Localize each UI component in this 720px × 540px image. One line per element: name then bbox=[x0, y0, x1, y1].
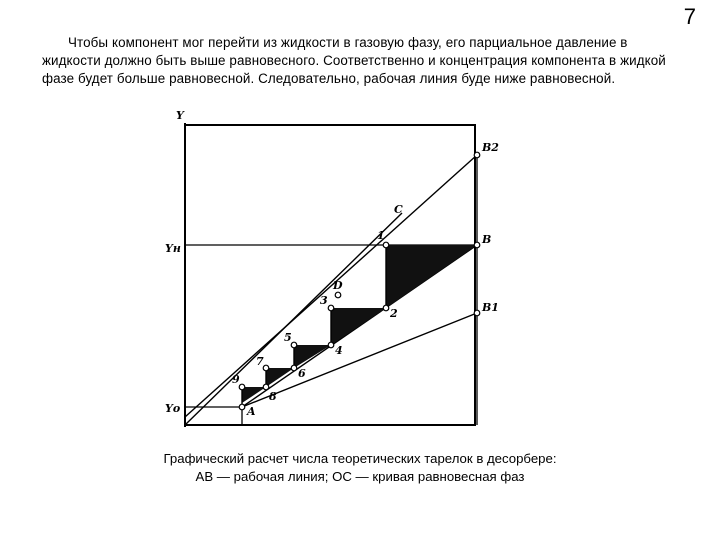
point-4-marker bbox=[328, 342, 334, 348]
point-b1-marker bbox=[474, 310, 480, 316]
point-3-marker bbox=[328, 305, 334, 311]
point-d-marker bbox=[335, 292, 341, 298]
page-number: 7 bbox=[683, 4, 696, 29]
label-b1: B1 bbox=[482, 301, 499, 314]
stage-3 bbox=[294, 345, 331, 368]
label-8: 8 bbox=[269, 390, 277, 403]
label-5: 5 bbox=[284, 331, 292, 344]
intro-text: Чтобы компонент мог перейти из жидкости в газовую фазу, его парциальное давление в жидкости должно быть выше равновесного. Соответственно и концентрация компонента в жидкой фазе будет больше равновесной. Следовательно, рабочая линия буде ниже равновесной. bbox=[42, 35, 666, 86]
line-ab2 bbox=[185, 155, 477, 417]
label-7: 7 bbox=[256, 355, 264, 368]
point-1-marker bbox=[383, 242, 389, 248]
label-9: 9 bbox=[232, 373, 240, 386]
intro-paragraph bbox=[42, 34, 682, 88]
point-a-marker bbox=[239, 404, 245, 410]
label-a: A bbox=[247, 405, 256, 418]
caption-line-1: Графический расчет числа теоретических тарелок в десорбере: bbox=[163, 451, 557, 466]
diagram-svg bbox=[160, 105, 520, 435]
label-6: 6 bbox=[298, 367, 306, 380]
label-d: D bbox=[333, 279, 343, 292]
point-2-marker bbox=[383, 305, 389, 311]
label-3: 3 bbox=[320, 294, 328, 307]
level-yo-label: Yо bbox=[165, 402, 181, 415]
label-c: C bbox=[394, 203, 403, 216]
point-b2-marker bbox=[474, 152, 480, 158]
label-1: 1 bbox=[377, 229, 385, 242]
point-6-marker bbox=[291, 365, 297, 371]
desorber-diagram bbox=[160, 105, 520, 435]
line-ab1 bbox=[242, 313, 477, 407]
caption-line-2: АВ — рабочая линия; ОС — кривая равновесная фаз bbox=[195, 469, 525, 484]
point-7-marker bbox=[263, 365, 269, 371]
label-4: 4 bbox=[335, 344, 343, 357]
point-9-marker bbox=[239, 384, 245, 390]
point-8-marker bbox=[263, 384, 269, 390]
level-yn-label: Yн bbox=[165, 242, 181, 255]
label-b2: B2 bbox=[482, 141, 499, 154]
y-axis-label: Y bbox=[176, 109, 184, 122]
point-5-marker bbox=[291, 342, 297, 348]
stage-4 bbox=[266, 368, 294, 387]
point-b-marker bbox=[474, 242, 480, 248]
label-b: B bbox=[482, 233, 492, 246]
stage-5 bbox=[242, 387, 266, 403]
figure-caption bbox=[120, 450, 600, 486]
label-2: 2 bbox=[390, 307, 398, 320]
